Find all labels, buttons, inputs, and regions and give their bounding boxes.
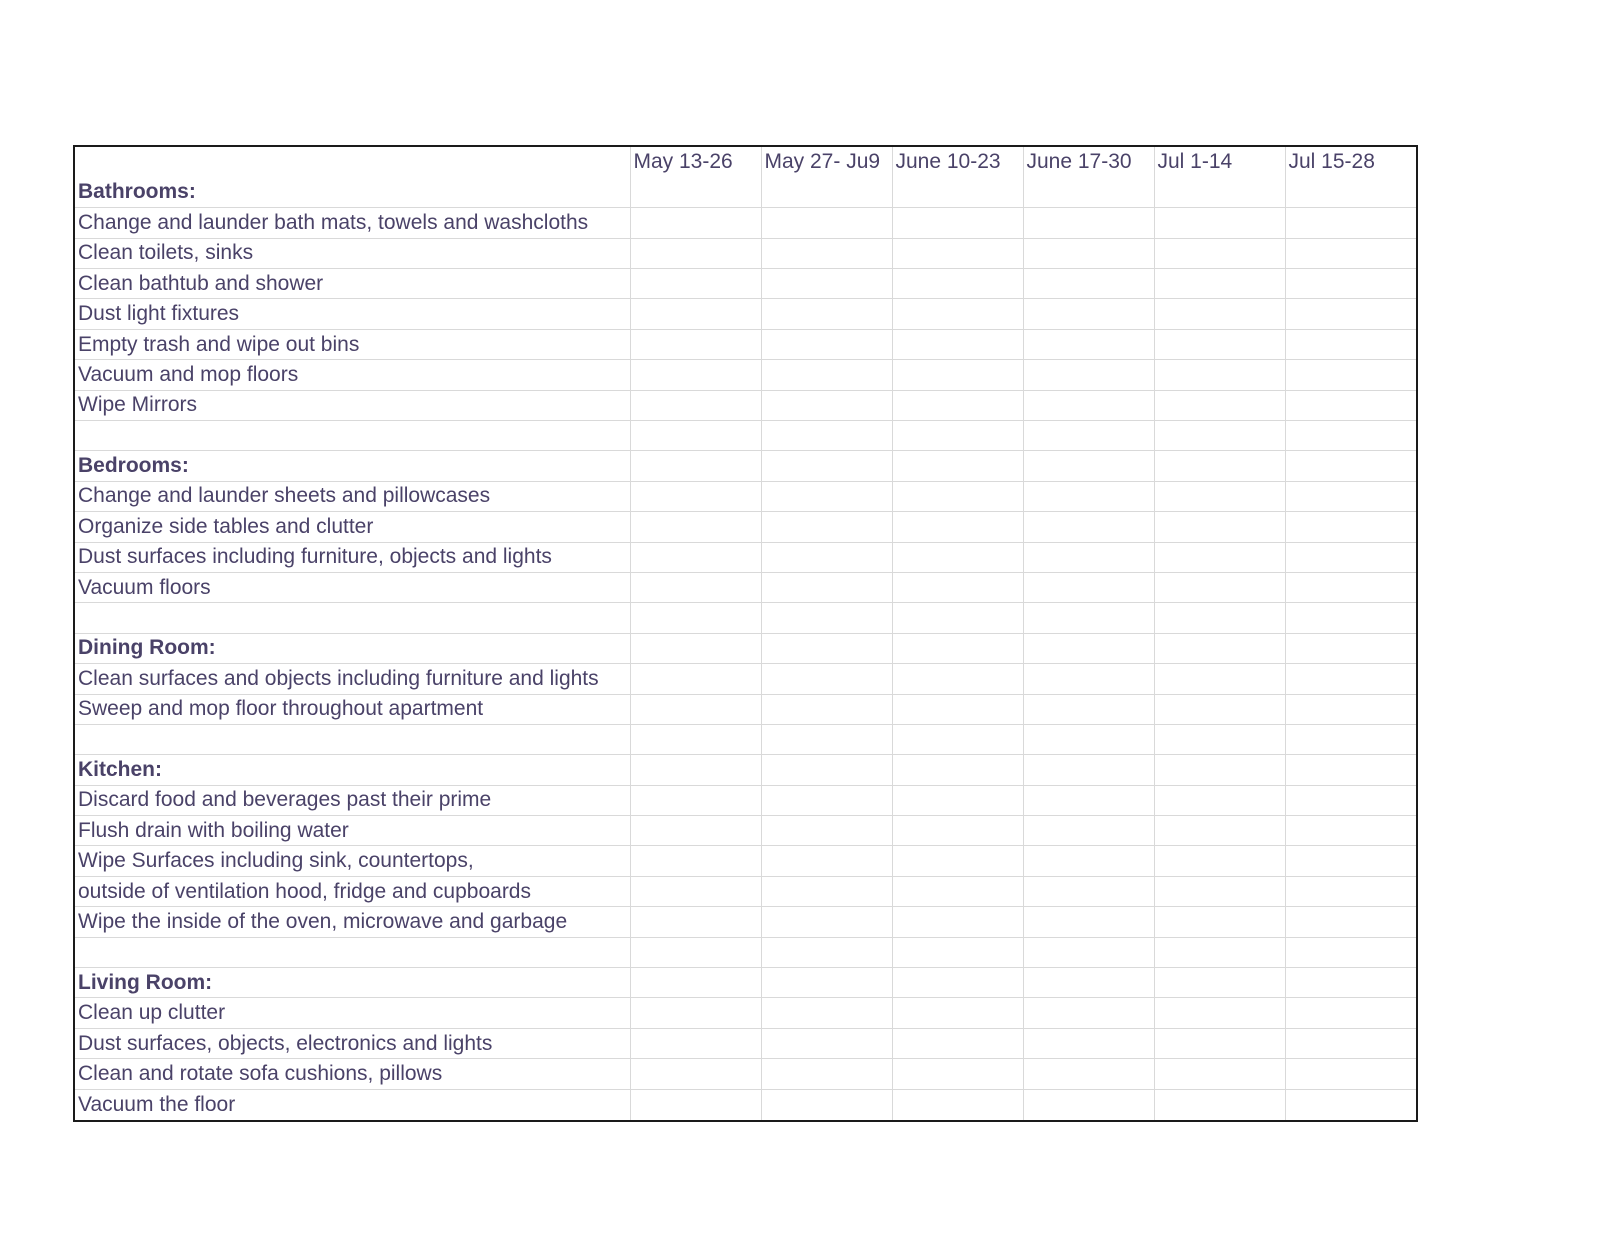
schedule-cell[interactable]	[1023, 390, 1154, 420]
schedule-cell[interactable]	[761, 846, 892, 876]
schedule-cell[interactable]	[630, 390, 761, 420]
blank-cell[interactable]	[75, 724, 630, 754]
schedule-cell[interactable]	[1154, 481, 1285, 511]
task-label[interactable]: Clean up clutter	[75, 998, 630, 1028]
blank-row	[75, 603, 1416, 633]
schedule-cell[interactable]	[761, 1059, 892, 1089]
schedule-cell[interactable]	[761, 177, 892, 207]
period-header[interactable]: May 13-26	[630, 147, 761, 177]
schedule-cell[interactable]	[1023, 208, 1154, 238]
schedule-cell[interactable]	[1023, 1089, 1154, 1119]
schedule-cell[interactable]	[892, 177, 1023, 207]
period-header[interactable]: Jul 15-28	[1288, 150, 1375, 174]
schedule-cell[interactable]	[630, 238, 761, 268]
cleaning-schedule-table	[75, 147, 1416, 1120]
schedule-cell[interactable]	[892, 694, 1023, 724]
section-title[interactable]: Dining Room:	[75, 633, 630, 663]
section-title[interactable]: Kitchen:	[75, 755, 630, 785]
schedule-cell[interactable]	[1154, 572, 1285, 602]
task-label[interactable]: Clean toilets, sinks	[75, 238, 630, 268]
schedule-cell[interactable]	[1154, 816, 1285, 846]
schedule-cell[interactable]	[1285, 360, 1416, 390]
task-label[interactable]: Dust surfaces, objects, electronics and lights	[75, 1028, 630, 1058]
schedule-cell[interactable]	[630, 1028, 761, 1058]
schedule-cell[interactable]	[1285, 907, 1416, 937]
schedule-cell[interactable]	[1023, 846, 1154, 876]
schedule-cell[interactable]	[892, 968, 1023, 998]
schedule-cell[interactable]	[1285, 998, 1416, 1028]
task-label[interactable]: Change and launder bath mats, towels and washcloths	[75, 208, 630, 238]
schedule-cell[interactable]	[1154, 937, 1285, 967]
task-label[interactable]: Clean surfaces and objects including furniture and lights	[75, 664, 630, 694]
schedule-cell[interactable]	[892, 907, 1023, 937]
schedule-cell[interactable]	[1285, 603, 1416, 633]
task-label[interactable]: Wipe the inside of the oven, microwave and garbage	[75, 907, 630, 937]
schedule-cell[interactable]	[1154, 664, 1285, 694]
schedule-cell[interactable]	[1154, 846, 1285, 876]
schedule-cell[interactable]	[761, 238, 892, 268]
section-title[interactable]: Living Room:	[75, 968, 630, 998]
task-label[interactable]: Vacuum floors	[75, 572, 630, 602]
schedule-cell[interactable]	[1023, 876, 1154, 906]
task-label[interactable]: Vacuum the floor	[75, 1089, 630, 1119]
schedule-cell[interactable]	[892, 664, 1023, 694]
schedule-cell[interactable]	[1023, 664, 1154, 694]
schedule-cell[interactable]	[1285, 1089, 1416, 1119]
schedule-cell[interactable]	[630, 755, 761, 785]
task-row	[75, 238, 1416, 268]
task-label[interactable]: Sweep and mop floor throughout apartment	[75, 694, 630, 724]
schedule-cell[interactable]	[630, 846, 761, 876]
schedule-cell[interactable]	[1285, 876, 1416, 906]
schedule-cell[interactable]	[1023, 269, 1154, 299]
schedule-cell[interactable]	[1023, 238, 1154, 268]
schedule-cell[interactable]	[892, 390, 1023, 420]
schedule-cell[interactable]	[1154, 208, 1285, 238]
header-row	[75, 147, 1416, 177]
task-row	[75, 694, 1416, 724]
schedule-cell[interactable]	[1023, 633, 1154, 663]
schedule-cell[interactable]	[1154, 542, 1285, 572]
schedule-cell[interactable]	[761, 208, 892, 238]
schedule-cell[interactable]	[1285, 694, 1416, 724]
schedule-cell[interactable]	[630, 177, 761, 207]
task-row	[75, 1028, 1416, 1058]
task-row	[75, 1059, 1416, 1089]
schedule-cell[interactable]	[1023, 542, 1154, 572]
schedule-cell[interactable]	[1023, 603, 1154, 633]
schedule-cell[interactable]	[761, 694, 892, 724]
blank-row	[75, 724, 1416, 754]
task-column-header[interactable]	[75, 147, 630, 177]
schedule-cell[interactable]	[630, 512, 761, 542]
schedule-cell[interactable]	[892, 1089, 1023, 1119]
schedule-cell[interactable]	[630, 968, 761, 998]
schedule-cell[interactable]	[630, 542, 761, 572]
schedule-cell[interactable]	[630, 208, 761, 238]
schedule-cell[interactable]	[630, 633, 761, 663]
blank-cell[interactable]	[75, 603, 630, 633]
schedule-cell[interactable]	[892, 1028, 1023, 1058]
task-row	[75, 360, 1416, 390]
schedule-cell[interactable]	[1285, 269, 1416, 299]
schedule-cell[interactable]	[892, 846, 1023, 876]
schedule-cell[interactable]	[1023, 694, 1154, 724]
schedule-cell[interactable]	[1154, 785, 1285, 815]
task-row	[75, 542, 1416, 572]
schedule-cell[interactable]	[1023, 1028, 1154, 1058]
schedule-cell[interactable]	[892, 572, 1023, 602]
schedule-cell[interactable]	[1023, 299, 1154, 329]
task-label[interactable]: Change and launder sheets and pillowcases	[75, 481, 630, 511]
schedule-cell[interactable]	[761, 998, 892, 1028]
schedule-cell[interactable]	[1154, 390, 1285, 420]
task-label[interactable]: Empty trash and wipe out bins	[75, 329, 630, 359]
schedule-cell[interactable]	[630, 694, 761, 724]
schedule-cell[interactable]	[1154, 177, 1285, 207]
schedule-cell[interactable]	[761, 785, 892, 815]
task-label[interactable]: Dust surfaces including furniture, objects and lights	[75, 542, 630, 572]
task-label[interactable]: Wipe Mirrors	[75, 390, 630, 420]
schedule-cell[interactable]	[892, 816, 1023, 846]
schedule-cell[interactable]	[1285, 542, 1416, 572]
schedule-cell[interactable]	[1023, 360, 1154, 390]
task-label[interactable]: Clean and rotate sofa cushions, pillows	[75, 1059, 630, 1089]
schedule-cell[interactable]	[630, 785, 761, 815]
cleaning-schedule-sheet	[73, 145, 1418, 1122]
schedule-cell[interactable]	[1154, 238, 1285, 268]
schedule-cell[interactable]	[1285, 724, 1416, 754]
schedule-cell[interactable]	[1154, 1028, 1285, 1058]
schedule-cell[interactable]	[761, 937, 892, 967]
schedule-cell[interactable]	[761, 816, 892, 846]
schedule-cell[interactable]	[892, 603, 1023, 633]
schedule-cell[interactable]	[761, 542, 892, 572]
schedule-cell[interactable]	[1154, 724, 1285, 754]
task-label[interactable]: Dust light fixtures	[75, 299, 630, 329]
schedule-cell[interactable]	[892, 238, 1023, 268]
schedule-cell[interactable]	[892, 785, 1023, 815]
schedule-cell[interactable]	[1154, 512, 1285, 542]
schedule-cell[interactable]	[761, 299, 892, 329]
schedule-cell[interactable]	[892, 1059, 1023, 1089]
schedule-cell[interactable]	[1285, 755, 1416, 785]
period-header[interactable]: June 17-30	[1023, 147, 1154, 177]
schedule-cell[interactable]	[761, 664, 892, 694]
schedule-cell[interactable]	[630, 876, 761, 906]
schedule-body	[75, 177, 1416, 1119]
task-row	[75, 512, 1416, 542]
schedule-cell[interactable]	[630, 664, 761, 694]
schedule-cell[interactable]	[1023, 329, 1154, 359]
task-row	[75, 572, 1416, 602]
schedule-cell[interactable]	[892, 998, 1023, 1028]
schedule-cell[interactable]	[761, 968, 892, 998]
schedule-cell[interactable]	[1023, 755, 1154, 785]
schedule-cell[interactable]	[630, 1059, 761, 1089]
task-label[interactable]: Organize side tables and clutter	[75, 512, 630, 542]
schedule-cell[interactable]	[1023, 421, 1154, 451]
schedule-cell[interactable]	[761, 481, 892, 511]
schedule-cell[interactable]	[1154, 998, 1285, 1028]
schedule-cell[interactable]	[1154, 269, 1285, 299]
schedule-cell[interactable]	[761, 329, 892, 359]
blank-cell[interactable]	[75, 421, 630, 451]
schedule-cell[interactable]	[761, 572, 892, 602]
period-header[interactable]: June 10-23	[892, 147, 1023, 177]
schedule-cell[interactable]	[1023, 177, 1154, 207]
schedule-cell[interactable]	[1285, 816, 1416, 846]
schedule-cell[interactable]	[1154, 694, 1285, 724]
schedule-cell[interactable]	[1154, 633, 1285, 663]
blank-row	[75, 421, 1416, 451]
schedule-cell[interactable]	[892, 208, 1023, 238]
section-row	[75, 451, 1416, 481]
task-row	[75, 208, 1416, 238]
section-row	[75, 633, 1416, 663]
schedule-cell[interactable]	[1154, 603, 1285, 633]
schedule-cell[interactable]	[1154, 907, 1285, 937]
schedule-cell[interactable]	[892, 755, 1023, 785]
schedule-cell[interactable]	[892, 542, 1023, 572]
schedule-cell[interactable]	[630, 451, 761, 481]
schedule-cell[interactable]	[1023, 724, 1154, 754]
schedule-cell[interactable]	[1285, 664, 1416, 694]
schedule-cell[interactable]	[1285, 785, 1416, 815]
schedule-cell[interactable]	[1154, 360, 1285, 390]
section-row	[75, 177, 1416, 207]
schedule-cell[interactable]	[1285, 512, 1416, 542]
schedule-cell[interactable]	[1285, 421, 1416, 451]
schedule-cell[interactable]	[892, 937, 1023, 967]
schedule-cell[interactable]	[630, 329, 761, 359]
schedule-cell[interactable]	[630, 724, 761, 754]
schedule-cell[interactable]	[630, 269, 761, 299]
schedule-cell[interactable]	[1285, 238, 1416, 268]
schedule-cell[interactable]	[1023, 512, 1154, 542]
section-title[interactable]: Bedrooms:	[75, 451, 630, 481]
task-row	[75, 269, 1416, 299]
schedule-cell[interactable]	[892, 421, 1023, 451]
period-header[interactable]: Jul 1-14	[1154, 147, 1285, 177]
schedule-cell[interactable]	[892, 481, 1023, 511]
section-row	[75, 968, 1416, 998]
schedule-cell[interactable]	[630, 907, 761, 937]
task-row	[75, 846, 1416, 876]
schedule-cell[interactable]	[1285, 451, 1416, 481]
schedule-cell[interactable]	[1285, 177, 1416, 207]
schedule-cell[interactable]	[761, 1089, 892, 1119]
schedule-cell[interactable]	[630, 1089, 761, 1119]
blank-cell[interactable]	[75, 937, 630, 967]
schedule-cell[interactable]	[892, 724, 1023, 754]
schedule-cell[interactable]	[1285, 481, 1416, 511]
schedule-cell[interactable]	[892, 329, 1023, 359]
schedule-cell[interactable]	[1023, 481, 1154, 511]
schedule-cell[interactable]	[1285, 968, 1416, 998]
schedule-cell[interactable]	[1023, 998, 1154, 1028]
schedule-cell[interactable]	[761, 755, 892, 785]
schedule-cell[interactable]	[1285, 390, 1416, 420]
schedule-cell[interactable]	[630, 937, 761, 967]
schedule-cell[interactable]	[1285, 937, 1416, 967]
schedule-cell[interactable]	[630, 603, 761, 633]
schedule-cell[interactable]	[892, 451, 1023, 481]
schedule-cell[interactable]	[1023, 785, 1154, 815]
schedule-cell[interactable]	[892, 633, 1023, 663]
schedule-cell[interactable]	[761, 269, 892, 299]
section-title[interactable]: Bathrooms:	[75, 177, 630, 207]
schedule-cell[interactable]	[1023, 968, 1154, 998]
schedule-cell[interactable]	[761, 421, 892, 451]
task-row	[75, 664, 1416, 694]
schedule-cell[interactable]	[761, 1028, 892, 1058]
schedule-cell[interactable]	[630, 481, 761, 511]
schedule-cell[interactable]	[1285, 572, 1416, 602]
schedule-cell[interactable]	[761, 603, 892, 633]
task-row	[75, 785, 1416, 815]
schedule-cell[interactable]	[761, 633, 892, 663]
schedule-cell[interactable]	[630, 816, 761, 846]
task-row	[75, 390, 1416, 420]
task-row	[75, 1089, 1416, 1119]
task-label[interactable]: Wipe Surfaces including sink, countertops,	[75, 846, 630, 876]
schedule-cell[interactable]	[1285, 1028, 1416, 1058]
task-row	[75, 876, 1416, 906]
schedule-cell[interactable]	[1023, 451, 1154, 481]
schedule-cell[interactable]	[630, 360, 761, 390]
blank-row	[75, 937, 1416, 967]
task-label[interactable]: Clean bathtub and shower	[75, 269, 630, 299]
schedule-cell[interactable]	[1154, 451, 1285, 481]
schedule-cell[interactable]	[1154, 329, 1285, 359]
task-row	[75, 481, 1416, 511]
schedule-cell[interactable]	[630, 299, 761, 329]
schedule-cell[interactable]	[892, 269, 1023, 299]
schedule-cell[interactable]	[761, 390, 892, 420]
schedule-cell[interactable]	[761, 876, 892, 906]
schedule-cell[interactable]	[892, 512, 1023, 542]
schedule-cell[interactable]	[1154, 876, 1285, 906]
schedule-cell[interactable]	[892, 360, 1023, 390]
schedule-cell[interactable]	[1154, 421, 1285, 451]
schedule-cell[interactable]	[1285, 329, 1416, 359]
schedule-cell[interactable]	[1023, 1059, 1154, 1089]
schedule-cell[interactable]	[630, 572, 761, 602]
period-header[interactable]: May 27- Ju9	[761, 147, 892, 177]
schedule-cell[interactable]	[761, 724, 892, 754]
schedule-cell[interactable]	[1154, 299, 1285, 329]
schedule-cell[interactable]	[1023, 816, 1154, 846]
schedule-cell[interactable]	[1285, 1059, 1416, 1089]
task-row	[75, 299, 1416, 329]
schedule-cell[interactable]	[1154, 968, 1285, 998]
schedule-cell[interactable]	[761, 907, 892, 937]
schedule-cell[interactable]	[1154, 755, 1285, 785]
schedule-cell[interactable]	[630, 421, 761, 451]
schedule-cell[interactable]	[761, 360, 892, 390]
schedule-cell[interactable]	[1285, 299, 1416, 329]
schedule-cell[interactable]	[892, 299, 1023, 329]
schedule-cell[interactable]	[1154, 1059, 1285, 1089]
task-row	[75, 329, 1416, 359]
schedule-cell[interactable]	[1285, 208, 1416, 238]
schedule-cell[interactable]	[630, 998, 761, 1028]
schedule-cell[interactable]	[1285, 846, 1416, 876]
task-row	[75, 998, 1416, 1028]
schedule-cell[interactable]	[1154, 1089, 1285, 1119]
section-row	[75, 755, 1416, 785]
task-label[interactable]: Discard food and beverages past their prime	[75, 785, 630, 815]
task-label[interactable]: Flush drain with boiling water	[75, 816, 630, 846]
task-label[interactable]: outside of ventilation hood, fridge and cupboards	[75, 876, 630, 906]
schedule-cell[interactable]	[1023, 907, 1154, 937]
schedule-cell[interactable]	[761, 512, 892, 542]
task-label[interactable]: Vacuum and mop floors	[75, 360, 630, 390]
schedule-cell[interactable]	[1023, 937, 1154, 967]
task-row	[75, 816, 1416, 846]
schedule-cell[interactable]	[761, 451, 892, 481]
task-row	[75, 907, 1416, 937]
schedule-cell[interactable]	[1285, 633, 1416, 663]
schedule-cell[interactable]	[892, 876, 1023, 906]
schedule-cell[interactable]	[1023, 572, 1154, 602]
